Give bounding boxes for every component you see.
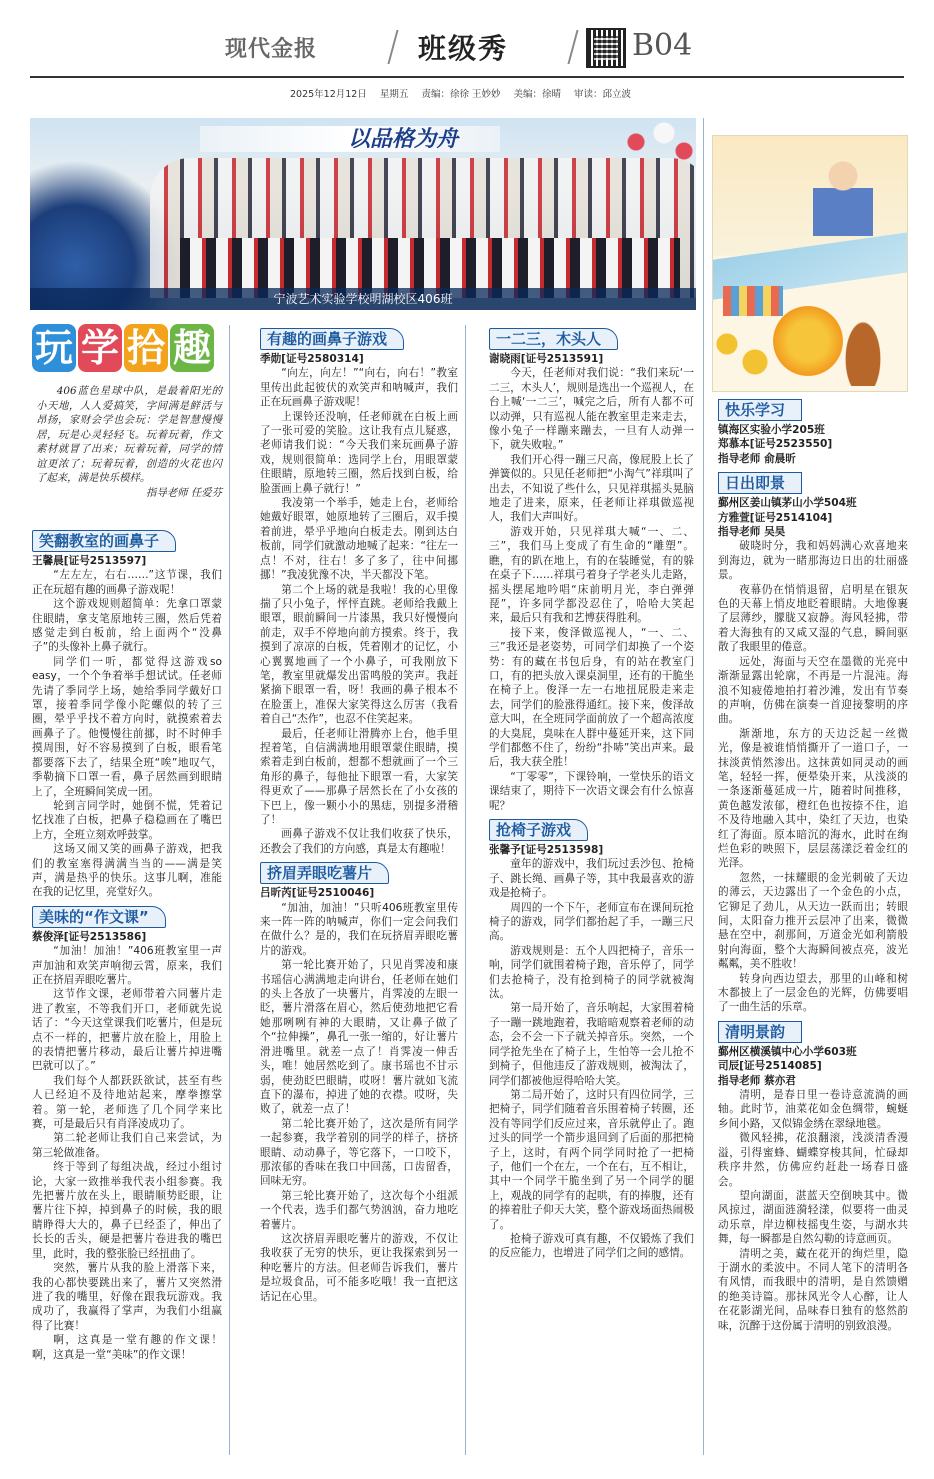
student-artwork xyxy=(712,135,908,392)
paragraph: 第一轮比赛开始了，只见肖霁凌和康书瑶信心满满地走向讲台，任老师在她们的头上各放了一块薯片，肖霁凌的左眼一眨，薯片滑落在眉心，然后使劲地把它看她那咧咧有神的大眼睛，又让鼻子做了个“拉伸操”，鼻孔一张一缩的，好让薯片滑进嘴里。就差一点了！肖霁凌一伸舌头，唯！她居然吃到了。康书瑶也不甘示弱，使劲眨巴眼睛，哎呀！薯片就如飞流直下的瀑布，掉进了她的衣襟。哎呀，失败了，就差一点了！ xyxy=(260,959,458,1116)
masthead-divider xyxy=(567,30,578,64)
paragraph: 第三轮比赛开始了，这次每个小组派一个代表，选手们都气势汹汹，奋力地吃着薯片。 xyxy=(260,1189,458,1231)
paragraph: 这场又闹又笑的画鼻子游戏，把我们的教室塞得满满当当的——满是笑声，满是热乎的快乐。这事儿啊，准能在我的记忆里，亮堂好久。 xyxy=(32,843,222,899)
issue-weekday: 星期五 xyxy=(379,89,409,100)
newspaper-brand: 现代金报 xyxy=(225,36,318,62)
article-byline: 谢晓雨[证号2513591] xyxy=(489,353,604,365)
article-title: 挤眉弄眼吃薯片 xyxy=(260,862,389,884)
article-byline: 季勋[证号2580314] xyxy=(260,353,364,365)
logo-char: 学 xyxy=(78,324,122,372)
paragraph: 终于等到了每组决战，经过小组讨论，大家一致推举我代表小组参赛。我先把薯片放在头上，眼睛顺势眨眼，让薯片往下掉，掉到鼻子的时候，我的眼睛睁得大大的，鼻子已经歪了，伸出了长长的舌头，硬是把薯片卷进我的嘴巴里，此时，我的整张脸已经扭曲了。 xyxy=(32,1161,222,1260)
paragraph: 上课铃还没响，任老师就在白板上画了一张可爱的笑脸。这让我有点儿疑惑，老师请我们说：“今天我们来玩画鼻子游戏，规则很简单：选同学上台，用眼罩蒙住眼睛，原地转三圈，然后找到白板，给脸蛋画上鼻子就行！” xyxy=(260,410,458,495)
paragraph: 接下来，俊泽做巡视人，“一、二、三”我还是老姿势，可同学们却换了一个姿势：有的藏在书包后身，有的站在教室门口，有的把头放入课桌洞里，还有的干脆坐在椅子上。俊泽一左一右地扭屁股走来走去，同学们的脸涨得通红。接下来，俊泽故意大叫，在全班同学面前放了一个超高浓度的大臭屁，臭味在人群中蔓延开来，这下同学们都憋不住了，纷纷“扑哧”笑出声来。最后，我大获全胜！ xyxy=(489,626,694,769)
paragraph: 清明，是春日里一卷诗意流淌的画轴。此时节，油菜花如金色绸带，蜿蜒乡间小路，又似锦金绣在翠绿地毯。 xyxy=(718,1089,908,1130)
paragraph: 第二个上场的就是我啦！我的心里像揣了只小兔子，怦怦直跳。老师给我戴上眼罩，眼前瞬间一片漆黑，我只好慢慢向前走，双手不停地向前方摸索。终于，我摸到了凉凉的白板，凭着刚才的记忆，小心翼翼地画了一个小鼻子，可我刚放下笔，教室里就爆发出雷鸣般的笑声。我赶紧摘下眼罩一看，呀！我画的鼻子根本不在脸蛋上，准保大家笑得这么厉害（我看着自己“杰作”，也忍不住笑起来。 xyxy=(260,583,458,726)
paragraph: 啊，这真是一堂有趣的作文课！啊，这真是一堂“美味”的作文课！ xyxy=(32,1334,222,1361)
column-logo xyxy=(32,324,222,382)
column-1 xyxy=(32,527,222,1362)
column-2 xyxy=(260,325,458,1304)
editor: 责编：徐徐 王妙妙 xyxy=(421,89,501,100)
article-teacher: 指导老师 吴昊 xyxy=(718,526,786,539)
paragraph: 轮到言同学时，她倒不慌，凭着记忆找准了白板，把鼻子稳稳画在了嘴巴上方，全班立刻欢呼鼓掌。 xyxy=(32,799,222,841)
article-school: 鄞州区横溪镇中心小学603班 xyxy=(718,1045,857,1058)
dateline xyxy=(290,86,641,100)
article-byline: 张馨予[证号2513598] xyxy=(489,844,604,856)
paragraph: 第二局开始了，这时只有四位同学，三把椅子，同学们随着音乐围着椅子转圈，还没有等同学们反应过来，音乐就停止了。跑过头的同学一个箭步退回到了后面的那把椅子上，这时，有两个同学同时抢了一把椅子，他们一个在左，一个在右，互不相让，其中一个同学干脆坐到了另一个同学的腿上，观战的同学有的起哄，有的捧腹，还有的捧着肚子仰天大笑，整个游戏场面热闹极了。 xyxy=(489,1088,694,1231)
article-title: 一二三，木头人 xyxy=(489,328,618,350)
article-title: 美味的“作文课” xyxy=(32,906,166,928)
balloons xyxy=(620,118,696,178)
article-byline: 方雅萱[证号2514104] xyxy=(718,511,833,524)
paragraph: 画鼻子游戏不仅让我们收获了快乐，还教会了我们的方向感，真是太有趣啦！ xyxy=(260,828,458,855)
paragraph: 这个游戏规则超简单：先拿口罩蒙住眼睛，拿支笔原地转三圈，然后凭着感觉走到白板前，给上面两个“没鼻子”的头像补上鼻子就行。 xyxy=(32,598,222,654)
paragraph: 第二轮比赛开始了，这次是所有同学一起参赛，我学着别的同学的样子，挤挤眼睛、动动鼻子，等它落下，一口咬下，那浓郁的香味在我口中回荡，口齿留香，回味无穷。 xyxy=(260,1117,458,1188)
article-title: 笑翻教室的画鼻子 xyxy=(32,530,176,552)
paragraph: 忽然，一抹耀眼的金光刺破了天边的薄云，天边露出了一个金色的小点，它铆足了劲儿，从天边一跃而出；转眼间，太阳奋力推开云层冲了出来，微微悬在空中，刹那间，万道金光如利箭般射向海面，整个大海瞬间被点亮，波光粼粼，美不胜收！ xyxy=(718,871,908,971)
article-teacher: 指导老师 蔡亦君 xyxy=(718,1074,796,1087)
photo-caption: 宁波艺术实验学校明湖校区406班 xyxy=(30,288,696,310)
paragraph: 童年的游戏中，我们玩过丢沙包、抢椅子、跳长绳、画鼻子等，其中我最喜欢的游戏是抢椅子。 xyxy=(489,858,694,900)
flowers xyxy=(713,326,783,386)
paragraph: 破晓时分，我和妈妈满心欢喜地来到海边，就为一睹那海边日出的壮丽盛景。 xyxy=(718,540,908,582)
proofreader: 审读：邱立波 xyxy=(574,89,632,100)
column-rule xyxy=(229,325,230,1455)
paragraph: 第一局开始了，音乐响起，大家围着椅子一蹦一跳地跑着，我暗暗观察着老师的动态，会不会一下子就关掉音乐。突然，一个同学抢先坐在了椅子上，生怕等一会儿抢不到椅子，但他违反了游戏规则，被淘汰了，同学们都被他逗得哈哈大笑。 xyxy=(489,1002,694,1087)
page-number: B04 xyxy=(632,28,693,63)
paragraph: 夜幕仍在悄悄退留，启明星在银灰色的天幕上悄皮地眨着眼睛。大地像裹了层薄纱，朦胧又寂静。海风轻拂，带着大海独有的又咸又湿的气息，瞬间驱散了我眼里的倦意。 xyxy=(718,583,908,654)
intro-text: 406蓝色星球中队，是最着阳光的小天地，人人爱搞笑，字间满是鲜活与昂扬，家财会学也会玩：学是智慧慢慢居，玩是心灵轻轻飞。玩着玩着，作文素材就冒了出来；玩着玩着，同学的情谊更浓了；玩着玩着，创造的火花也闪了起来，满是快乐模样。 xyxy=(36,385,222,484)
paragraph: 转身向西边望去，那里的山峰和树木都披上了一层金色的光辉，仿佛要唱了一曲生活的乐章。 xyxy=(718,972,908,1014)
guitar xyxy=(833,296,893,386)
article-school: 鄞州区姜山镇茅山小学504班 xyxy=(718,497,857,510)
child-figure xyxy=(813,156,873,236)
paragraph: 清明之美，藏在花开的绚烂里，隐于湖水的柔波中。不同人笔下的清明各有风情，而我眼中的清明，是自然馈赠的绝美诗篇。那抹风光令人心醉，让人在花影湖光间，品味春日独有的悠然韵味，沉醉于这份属于清明的别致浪漫。 xyxy=(718,1247,908,1332)
paragraph: 我们开心得一蹦三尺高，像屁股上长了弹簧似的。只见任老师把“小淘气”祥琪叫了出去，不知说了些什么，只见祥琪摇头晃脑地走了进来，原来，任老师让祥琪做巡视人，我们大声叫好。 xyxy=(489,453,694,524)
article-byline: 吕昕芮[证号2510046] xyxy=(260,887,375,900)
paragraph: 我凌第一个举手，她走上台，老师给她戴好眼罩，她原地转了三圈后，双手摸着前进，晕乎乎地向白板走去。刚到达白板前，同学们就激动地喊了起来：“往左一点！不对，往右！多了多了，往中间挪挪！”我凌犹豫不决，半天都没下笔。 xyxy=(260,497,458,582)
article-title: 清明景韵 xyxy=(718,1021,802,1043)
class-photo xyxy=(30,118,696,310)
article-school: 镇海区实验小学205班 xyxy=(718,424,825,436)
paragraph: “向左，向左！”“向右，向右！”教室里传出此起彼伏的欢笑声和呐喊声，我们正在玩画鼻子游戏呢！ xyxy=(260,367,458,409)
paragraph: 游戏规则是：五个人四把椅子，音乐一响，同学们就围着椅子跑，音乐停了，同学们去抢椅子，没有抢到椅子的同学就被淘汰。 xyxy=(489,944,694,1001)
paragraph: 抢椅子游戏可真有趣，不仅锻炼了我们的反应能力，也增进了同学们之间的感情。 xyxy=(489,1232,694,1260)
article-title: 有趣的画鼻子游戏 xyxy=(260,328,404,350)
books xyxy=(723,286,783,316)
paragraph: 最后，任老师让滑腾亦上台，他手里捏着笔，自信满满地用眼罩蒙住眼睛，摸索着走到白板前，想都不想就画了一个三角形的鼻子，每他扯下眼罩一看，大家笑得更欢了——那鼻子居然长在了小女孩的下巴上，像一颗小小的黑痣，别提多滑稽了！ xyxy=(260,727,458,826)
designer: 美编：徐晴 xyxy=(513,89,562,100)
article-byline: 王馨晨[证号2513597] xyxy=(32,555,147,567)
article-byline: 郑慕本[证号2523550] xyxy=(718,438,833,451)
paragraph: 远处，海面与天空在墨微的光亮中渐渐显露出轮廓，不再是一片混沌。海浪不知疲倦地拍打着沙滩，发出有节奏的声响，仿佛在演奏一首迎接黎明的序曲。 xyxy=(718,655,908,726)
masthead xyxy=(0,0,934,80)
paragraph: “丁零零”，下课铃响，一堂快乐的语文课结束了，期待下一次语文课会有什么惊喜呢？ xyxy=(489,770,694,812)
article-teacher: 指导老师 俞晨昕 xyxy=(718,452,796,465)
article-byline: 司辰[证号2514085] xyxy=(718,1060,822,1073)
paragraph: 微风轻拂，花浪翻滚，浅淡清香漫溢，引得蜜蜂、蝴蝶穿梭其间，忙碌却秩序井然，仿佛应约赶赴一场春日盛会。 xyxy=(718,1132,908,1188)
article-title: 日出即景 xyxy=(718,472,802,494)
paragraph: 渐渐地，东方的天边泛起一丝微光，像是被谁悄悄撕开了一道口子，一抹淡黄悄然渗出。这抹黄如同灵动的画笔，轻轻一挥，便晕染开来，从浅淡的一条逐渐蔓延成一片，随着时间推移，黄色越发浓郁，橙红色也按捺不住，追不及待地融入其中，染红了天边，也染红了海面。原本暗沉的海水，此时在绚烂色彩的映照下，层层荡漾泛着金红的光泽。 xyxy=(718,727,908,870)
column-3 xyxy=(489,325,694,1261)
article-title: 抢椅子游戏 xyxy=(489,819,588,841)
issue-date: 2025年12月12日 xyxy=(290,89,367,100)
paragraph: “加油！加油！”406班教室里一声声加油和欢笑声响彻云霄，原来，我们正在挤眉弄眼吃薯片。 xyxy=(32,945,222,986)
paragraph: 第二轮老师让我们自己来尝试，为第三轮做准备。 xyxy=(32,1132,222,1159)
logo-char: 拾 xyxy=(124,324,168,372)
article-byline: 蔡俊泽[证号2513586] xyxy=(32,930,147,943)
logo-char: 玩 xyxy=(32,324,76,372)
masthead-divider xyxy=(387,30,398,64)
photo-slogan: 以品格为舟 xyxy=(348,126,459,152)
masthead-rule xyxy=(30,76,904,78)
paragraph: 同学们一听，都觉得这游戏so easy，一个个争着举手想试试。任老师先请了季同学上场，她给季同学戴好口罩，接着季同学像小陀螺似的转了三圈，晕乎乎找不着方向时，就摸索着去画鼻子了。他慢慢往前挪，时不时伸手摸周围，好不容易摸到了白板，眼看笔都要落下去了，结果全班“唉”地叹气，季勒摘下口罩一看，鼻子居然画到眼睛上了，全班瞬间笑成一团。 xyxy=(32,655,222,798)
paragraph: 这次挤眉弄眼吃薯片的游戏，不仅让我收获了无穷的快乐，更让我探索到另一种吃薯片的方法。但老师告诉我们，薯片是垃圾食品，可不能多吃哦！我一直把这话记在心里。 xyxy=(260,1232,458,1303)
paragraph: “左左左，右右……”这节课，我们正在玩超有趣的画鼻子游戏呢！ xyxy=(32,569,222,596)
column-4 xyxy=(718,396,908,1333)
column-rule xyxy=(465,325,466,1455)
qr-code-icon xyxy=(586,28,626,68)
paragraph: 周四的一个下午，老师宣布在课间玩抢椅子的游戏，同学们都抬起了手，一蹦三尺高。 xyxy=(489,901,694,943)
article-title: 快乐学习 xyxy=(718,399,802,421)
column-intro xyxy=(36,384,222,500)
paragraph: 突然，薯片从我的脸上滑落下来，我的心都快要跳出来了，薯片又突然滑进了我的嘴里，好像在跟我玩游戏。我成功了，我赢得了掌声，为我们小组赢得了比赛！ xyxy=(32,1262,222,1332)
paragraph: “加油，加油！”只听406班教室里传来一阵一阵的呐喊声，你们一定会问我们在做什么？是的，我们在玩挤眉弄眼吃薯片的游戏。 xyxy=(260,901,458,957)
paragraph: 我们每个人都跃跃欲试，甚至有些人已经迫不及待地站起来，摩拳擦掌着。第一轮，老师选了几个同学来比赛，可是最后只有肖泽凌成功了。 xyxy=(32,1074,222,1131)
paragraph: 游戏开始，只见祥琪大喊“一、二、三”，我们马上变成了有生命的“雕塑”。瞧，有的趴在地上，有的在装睡觉，有的躲在桌子下……祥琪弓着身子学老头儿走路，摇头摆尾地吟唱“床前明月光，李白弹弹琵”，许多同学都没忍住了，哈哈大笑起来，最后只有我和艺博获得胜利。 xyxy=(489,525,694,625)
logo-char: 趣 xyxy=(170,324,214,372)
paragraph: 这节作文课，老师带着六同薯片走进了教室，不等我们开口，老师就先说话了：“今天这堂课我们吃薯片，但是玩点不一样的，把薯片放在脸上，用脸上的表情把薯片移动，最后让薯片掉进嘴巴就可以了。” xyxy=(32,988,222,1073)
paragraph: 今天，任老师对我们说：“我们来玩‘一二三，木头人’，规则是选出一个巡视人，在台上喊‘一二三’，喊完之后，所有人都不可以动弹，只有巡视人能在教室里走来走去，像小兔子一样蹦来蹦去，一旦有人动弹一下，就失败啦。” xyxy=(489,367,694,452)
section-title: 班级秀 xyxy=(418,32,509,65)
column-rule xyxy=(703,118,704,1455)
intro-signature: 指导老师 任爱芬 xyxy=(145,486,222,499)
paragraph: 望向湖面，湛蓝天空倒映其中。微风掠过，湖面涟漪轻漾，似要将一曲灵动乐章，岸边柳枝摇曳生姿，与湖水共舞，每一瞬都是自然勾勒的诗意画页。 xyxy=(718,1189,908,1246)
